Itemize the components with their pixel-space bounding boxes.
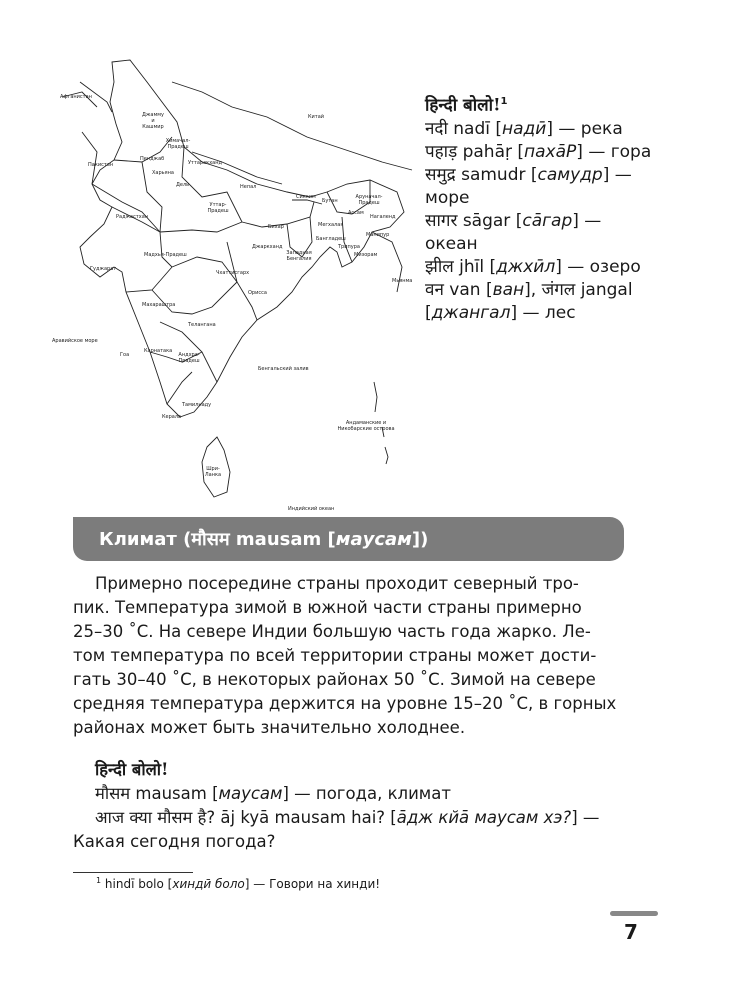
map-label-tamilnadu: Тамилнаду: [182, 402, 212, 408]
map-label-andaman: Андаманские и Никобарские острова: [337, 420, 395, 432]
map-label-jk: Джамму и Кашмир: [142, 112, 164, 130]
map-label-himachal: Химачал-Прадеш: [165, 138, 191, 150]
map-label-assam: Ассам: [348, 210, 364, 216]
map-label-punjab: Пенджаб: [140, 156, 165, 162]
phrase-box: [73, 758, 633, 854]
section-banner-climate: [73, 517, 624, 561]
vocab-entry-mountain: पहाड़ pahāṛ [пахāР] — гора: [425, 141, 652, 162]
map-label-odisha: Орисса: [248, 290, 267, 296]
map-label-rajasthan: Раджастхан: [116, 214, 149, 220]
map-label-bhutan: Бутан: [322, 198, 338, 204]
paragraph-line: гать 30–40 ˚С, в некоторых районах 50 ˚С. Зимой на севере: [73, 670, 596, 689]
vocab-entry-ocean-cont: океан: [425, 233, 478, 254]
map-label-up: Уттар-Прадеш: [207, 202, 229, 214]
map-label-myanmar: Мьянма: [392, 278, 413, 284]
map-label-westbengal: Западная Бенгалия: [286, 250, 312, 262]
map-label-delhi: Дели: [176, 182, 190, 188]
map-label-meghalaya: Мегхалая: [318, 222, 344, 228]
map-label-nepal: Непал: [240, 184, 257, 190]
map-label-jharkhand: Джаркханд: [252, 244, 283, 250]
map-label-goa: Гоа: [120, 352, 130, 358]
map-label-nagaland: Нагаленд: [370, 214, 396, 220]
map-label-srilanka: Шри-Ланка: [204, 466, 222, 478]
map-label-sikkim: Сикким: [296, 194, 316, 200]
vocab-entry-sea: समुद्र samudr [самудр] —: [425, 164, 632, 185]
footnote: $^1$ hindī bolo [хиндӣ боло] — Говори на хинди!: [96, 876, 381, 891]
climate-paragraph: [73, 572, 625, 740]
map-label-karnataka: Карнатака: [144, 348, 173, 354]
vocab-entry-sea-cont: море: [425, 187, 470, 208]
paragraph-line: пик. Температура зимой в южной части страны примерно: [73, 598, 582, 617]
map-label-maharashtra: Махараштра: [142, 302, 176, 308]
vocab-entry-lake: झील jhīl [джхӣл] — озеро: [425, 256, 641, 277]
map-label-arabian-sea: Аравийское море: [52, 338, 98, 344]
map-label-haryana: Харьяна: [152, 170, 174, 176]
map-label-bihar: Бихар: [268, 224, 284, 230]
page-number: 7: [624, 920, 638, 944]
map-label-manipur: Манипур: [366, 232, 390, 238]
map-label-tripura: Трипура: [338, 244, 360, 250]
map-label-mp: Мадхья-Прадеш: [144, 252, 187, 258]
paragraph-line: районах может быть значительно холоднее.: [73, 718, 466, 737]
map-label-indian-ocean: Индийский океан: [288, 506, 335, 512]
map-label-gujarat: Гуджарат: [90, 266, 117, 272]
vocab-title: हिन्दी बोलो!: [425, 95, 501, 116]
vocab-entry-river: नदी nadī [надӣ] — река: [425, 118, 623, 139]
map-label-bangladesh: Бангладеш: [316, 236, 346, 242]
footnote-ref: 1: [500, 96, 508, 107]
map-label-mizoram: Мизорам: [354, 252, 378, 258]
map-label-andhra: Андхра-Прадеш: [178, 352, 200, 364]
footnote-divider: [73, 872, 193, 873]
vocab-entry-ocean: सागर sāgar [сāгар] —: [425, 210, 602, 231]
map-label-uttarakhand: Уттаракханд: [188, 160, 222, 166]
map-label-arunachal: Аруначал-Прадеш: [355, 194, 383, 206]
phrase-line-question: आज क्या मौसम है? āj kyā mausam hai? [āдж кйā маусам хэ?] —: [95, 808, 600, 827]
map-label-afghanistan: Афганистан: [60, 94, 92, 100]
india-map-outline: [52, 52, 422, 512]
paragraph-line: Примерно посередине страны проходит северный тро-: [95, 574, 579, 593]
vocabulary-box: [425, 90, 665, 325]
page-number-bar: [610, 911, 658, 916]
vocab-entry-forest-cont: [джангал] — лес: [425, 302, 576, 323]
banner-text: Климат (मौसम mausam [маусам]): [99, 529, 429, 550]
map-label-chhattisgarh: Чхаттисгарх: [216, 270, 250, 276]
map-label-china: Китай: [308, 114, 325, 120]
map-label-bay: Бенгальский залив: [258, 366, 309, 372]
paragraph-line: том температура по всей территории страны может дости-: [73, 646, 597, 665]
phrase-line-translation: Какая сегодня погода?: [73, 832, 276, 851]
paragraph-line: 25–30 ˚С. На севере Индии большую часть года жарко. Ле-: [73, 622, 591, 641]
map-label-pakistan: Пакистан: [88, 162, 114, 168]
india-map: [52, 52, 422, 512]
map-label-telangana: Телангана: [188, 322, 216, 328]
phrase-line-weather: मौसम mausam [маусам] — погода, климат: [95, 784, 451, 803]
map-label-kerala: Керала: [162, 414, 182, 420]
vocab-entry-forest: वन van [ван], जंगल jangal: [425, 279, 633, 300]
phrase-title: हिन्दी बोलो!: [95, 760, 169, 779]
vocab-header: [425, 90, 665, 118]
paragraph-line: средняя температура держится на уровне 15–20 ˚С, в горных: [73, 694, 617, 713]
